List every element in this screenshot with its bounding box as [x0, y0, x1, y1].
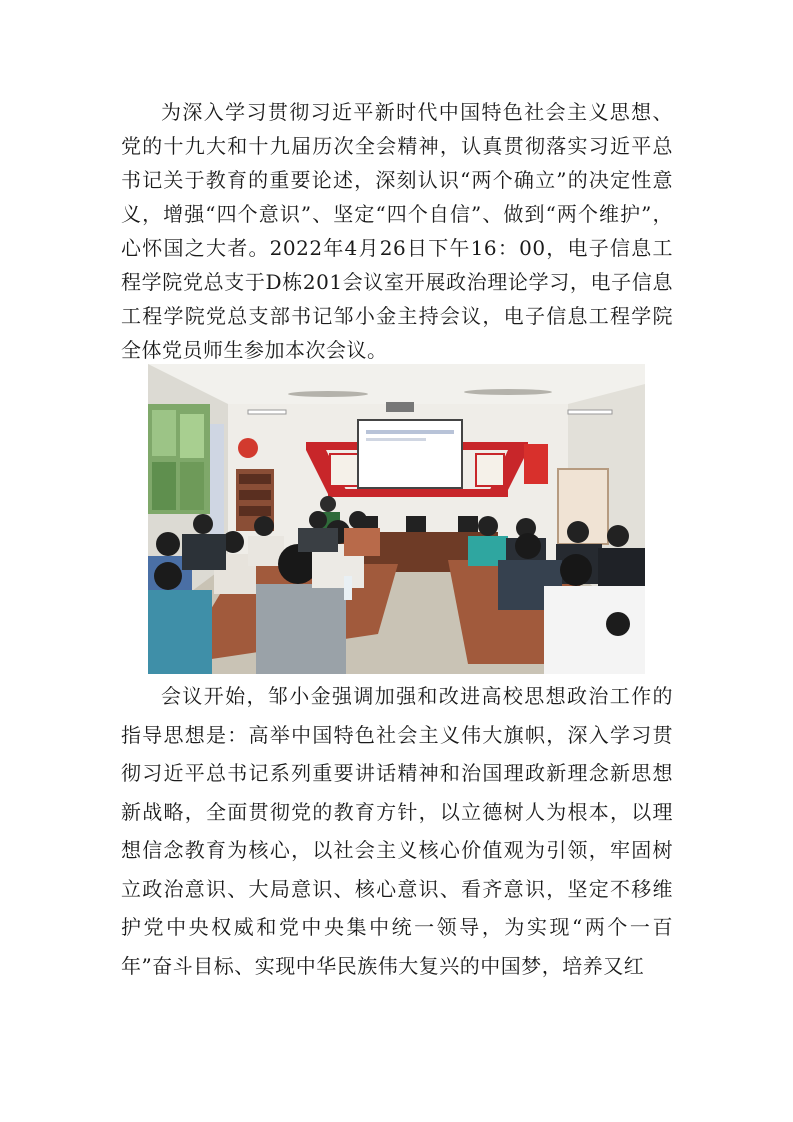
- meeting-photo: [148, 364, 645, 674]
- paragraph-meeting: 会议开始，邹小金强调加强和改进高校思想政治工作的指导思想是：高举中国特色社会主义伟大旗帜，深入学习贯彻习近平总书记系列重要讲话精神和治国理政新理念新思想新战略，全面贯彻党的教育方针，以立德树人为根本，以理想信念教育为核心，以社会主义核心价值观为引领，牢固树立政治意识、大局意识、核心意识、看齐意识，坚定不移维护党中央权威和党中央集中统一领导，为实现“两个一百年”奋斗目标、实现中华民族伟大复兴的中国梦，培养又红: [121, 684, 673, 978]
- paragraph-intro: 为深入学习贯彻习近平新时代中国特色社会主义思想、党的十九大和十九届历次全会精神，认真贯彻落实习近平总书记关于教育的重要论述，深刻认识“两个确立”的决定性意义，增强“四个意识”、坚定“四个自信”、做到“两个维护”，心怀国之大者。2022年4月26日下午16：00，电子信息工程学院党总支于D栋201会议室开展政治理论学习，电子信息工程学院党总支部书记邹小金主持会议，电子信息工程学院全体党员师生参加本次会议。: [121, 100, 673, 362]
